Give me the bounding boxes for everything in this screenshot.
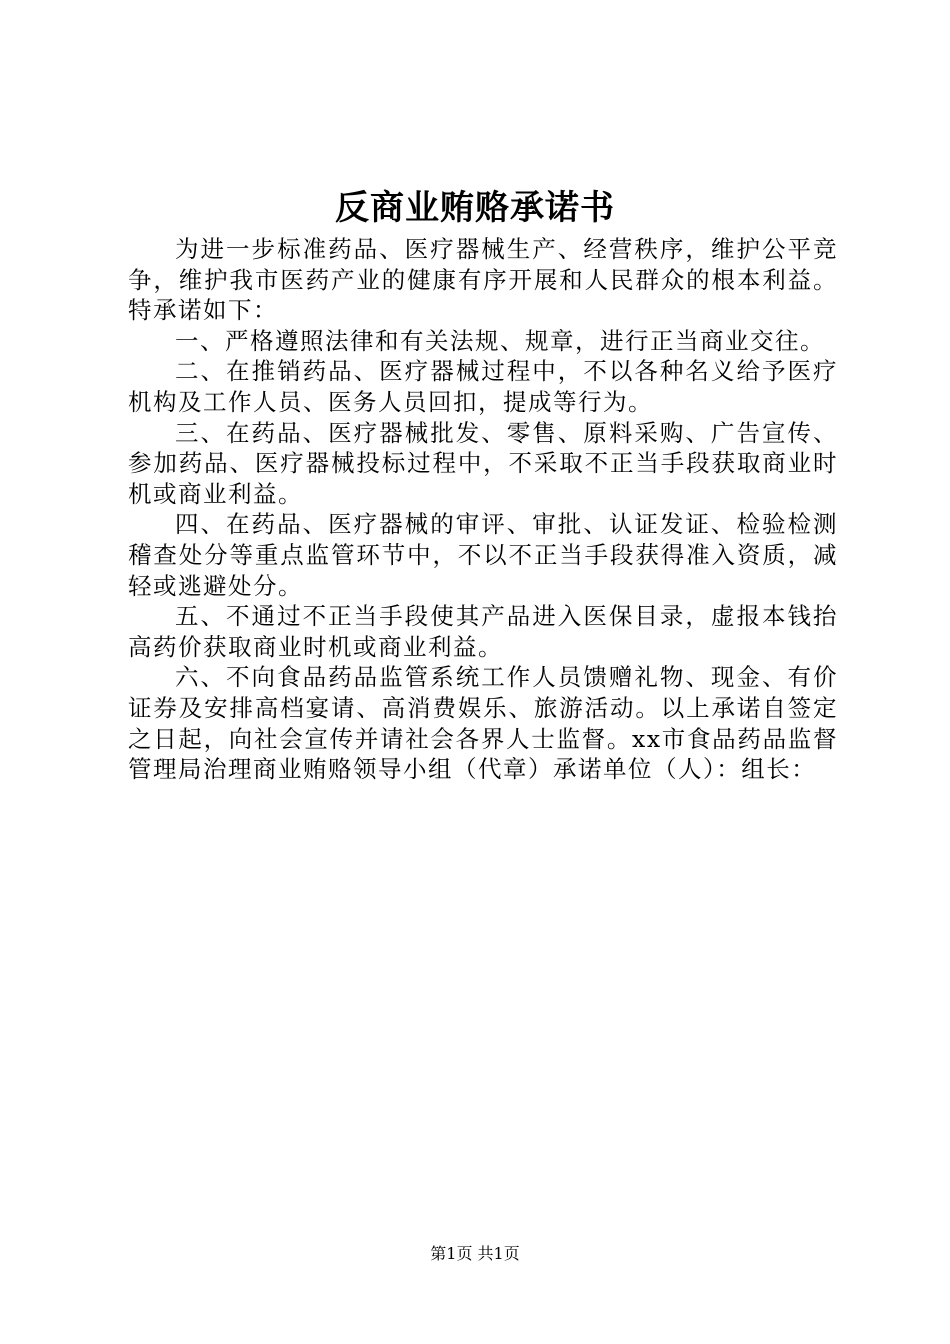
commitment-item-3: 三、在药品、医疗器械批发、零售、原料采购、广告宣传、参加药品、医疗器械投标过程中，不采取不正当手段获取商业时机或商业利益。 bbox=[128, 418, 838, 508]
commitment-item-5: 五、不通过不正当手段使其产品进入医保目录，虚报本钱抬高药价获取商业时机或商业利益。 bbox=[128, 602, 838, 661]
commitment-item-1: 一、严格遵照法律和有关法规、规章，进行正当商业交往。 bbox=[175, 326, 825, 355]
commitment-item-2: 二、在推销药品、医疗器械过程中，不以各种名义给予医疗机构及工作人员、医务人员回扣，提成等行为。 bbox=[128, 357, 838, 416]
commitment-item-6: 六、不向食品药品监管系统工作人员馈赠礼物、现金、有价证券及安排高档宴请、高消费娱乐、旅游活动。以上承诺自签定之日起，向社会宣传并请社会各界人士监督。xx市食品药品监督管理局治理商业贿赂领导小组（代章）承诺单位（人）：组长： bbox=[128, 663, 838, 784]
document-title: 反商业贿赂承诺书 bbox=[335, 188, 615, 228]
page-footer: 第1页 共1页 bbox=[430, 1244, 520, 1263]
commitment-item-4: 四、在药品、医疗器械的审评、审批、认证发证、检验检测稽查处分等重点监管环节中，不以不正当手段获得准入资质，减轻或逃避处分。 bbox=[128, 510, 838, 600]
intro-paragraph: 为进一步标准药品、医疗器械生产、经营秩序，维护公平竞争，维护我市医药产业的健康有序开展和人民群众的根本利益。特承诺如下： bbox=[128, 235, 838, 325]
document-body bbox=[128, 234, 838, 785]
